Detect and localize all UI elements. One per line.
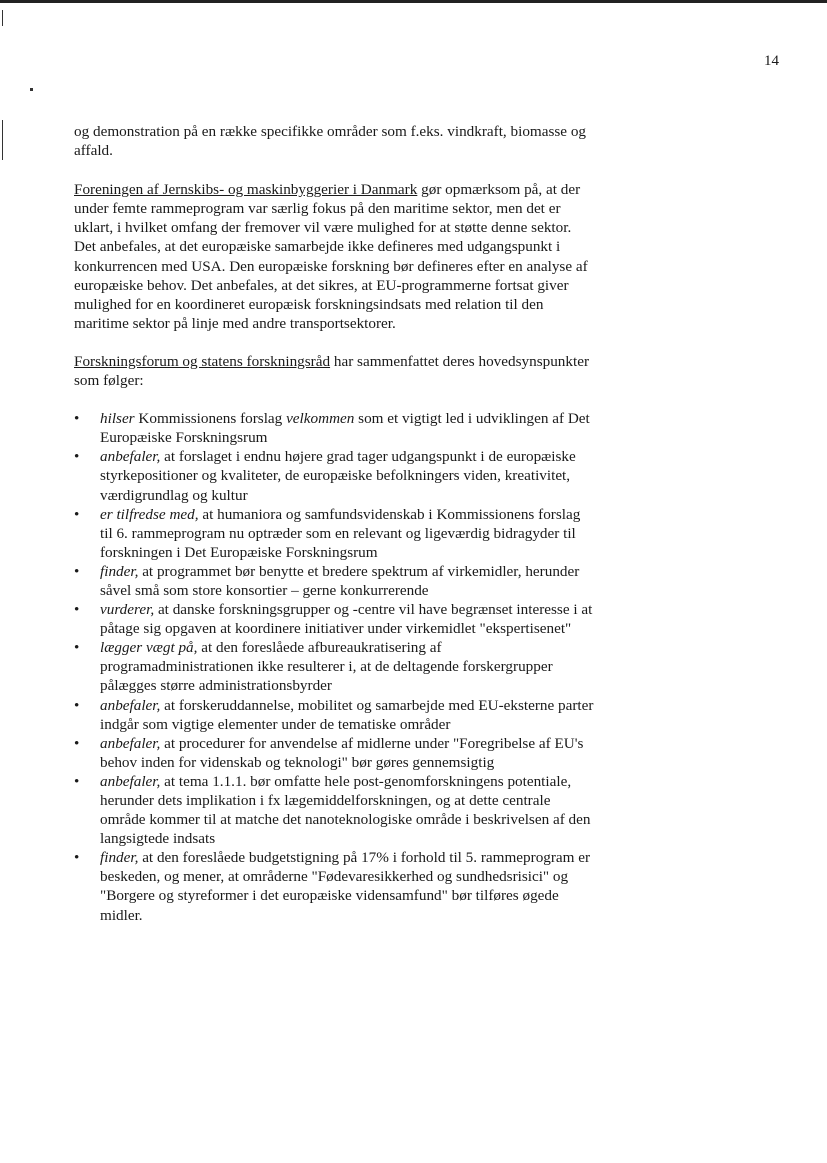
item-text: at den foreslåede budgetstigning på 17% i forhold til 5. rammeprogram er beskeden, og mener, at områderne "Fødevaresikkerhed og sundhedsrisici" og "Borgere og styreformer i det europæiske vidensamfund" bør tilføres øgede midler. [100, 849, 591, 924]
keyword: finder, [100, 562, 139, 580]
item-text: at tema 1.1.1. bør omfatte hele post-genomforskningens potentiale, herunder dets implikation i fx lægemiddelforskningen, og at dette centrale område kommer til at matche det nanoteknologiske område i beskrivelsen af den langsigtede indsats [100, 772, 591, 848]
list-item [74, 638, 594, 695]
paragraph-text: har sammenfattet deres hovedsynspunkter som følger: [74, 352, 590, 390]
item-text: at procedurer for anvendelse af midlerne under "Foregribelse af EU's behov inden for videnskab og teknologi" bør gøres gennemsigtig [100, 734, 584, 771]
list-item [74, 600, 594, 638]
bullet-list [74, 409, 594, 925]
paragraph [74, 352, 594, 390]
item-text: at forslaget i endnu højere grad tager udgangspunkt i de europæiske styrkepositioner og kvaliteter, de europæiske befolkningers viden, kreativitet, værdigrundlag og kultur [100, 448, 576, 504]
item-text: at programmet bør benytte et bredere spektrum af virkemidler, herunder såvel små som store konsortier – gerne konkurrerende [100, 562, 580, 599]
list-item [74, 696, 594, 734]
keyword: anbefaler, [100, 696, 161, 714]
item-text: at danske forskningsgrupper og -centre vil have begrænset interesse i at påtage sig opgaven at koordinere initiativer under virkemidlet "ekspertisenet" [100, 601, 593, 638]
organization-name: Forskningsforum og statens forskningsråd [74, 352, 331, 370]
keyword: velkommen [286, 410, 355, 428]
paragraph [74, 180, 594, 333]
keyword: vurderer, [100, 601, 155, 619]
list-item [74, 734, 594, 772]
scan-top-edge [0, 0, 827, 3]
paragraph-text: gør opmærksom på, at der under femte rammeprogram var særlig fokus på den maritime sektor, men det er uklart, i hvilket omfang der fremover vil være mulighed for at støtte denne sektor. Det anbefales, at det europæiske samarbejde ikke defineres med udgangspunkt i konkurrencen med USA. Den europæiske forskning bør defineres efter en analyse af europæiske behov. Det anbefales, at det sikres, at EU-programmerne fortsat giver mulighed for en koordineret europæisk forskningsindsats med relation til den maritime sektor på linje med andre transportsektorer. [74, 181, 588, 332]
item-text: at humaniora og samfundsvidenskab i Kommissionens forslag til 6. rammeprogram nu optræder som en relevant og ligeværdig bidragyder til forskningen i Det Europæiske Forskningsrum [100, 505, 581, 561]
list-item [74, 848, 594, 924]
document-body [74, 122, 594, 925]
organization-name: Foreningen af Jernskibs- og maskinbyggerier i Danmark [74, 181, 418, 199]
scan-margin-mark [2, 120, 3, 160]
scan-margin-mark [2, 10, 3, 26]
item-text: at forskeruddannelse, mobilitet og samarbejde med EU-eksterne parter indgår som vigtige elementer under de tematiske områder [100, 696, 594, 733]
page-number: 14 [764, 53, 779, 69]
keyword: lægger vægt på, [100, 639, 198, 657]
keyword: anbefaler, [100, 448, 161, 466]
paragraph: og demonstration på en række specifikke områder som f.eks. vindkraft, biomasse og affald. [74, 123, 587, 160]
item-text: at den foreslåede afbureaukratisering af programadministrationen ikke resulterer i, at de deltagende forskergrupper pålægges større administrationsbyrder [100, 639, 553, 695]
keyword: anbefaler, [100, 734, 161, 752]
list-item [74, 505, 594, 562]
item-text: som et vigtigt led i udviklingen af Det Europæiske Forskningsrum [100, 410, 590, 447]
list-item [74, 772, 594, 848]
keyword: er tilfredse med, [100, 505, 199, 523]
scan-margin-mark [30, 88, 33, 91]
keyword: finder, [100, 849, 139, 867]
item-text: Kommissionens forslag [134, 410, 287, 428]
list-item [74, 562, 594, 600]
list-item [74, 447, 594, 504]
keyword: anbefaler, [100, 772, 161, 790]
keyword: hilser [100, 410, 135, 428]
list-item [74, 409, 594, 447]
